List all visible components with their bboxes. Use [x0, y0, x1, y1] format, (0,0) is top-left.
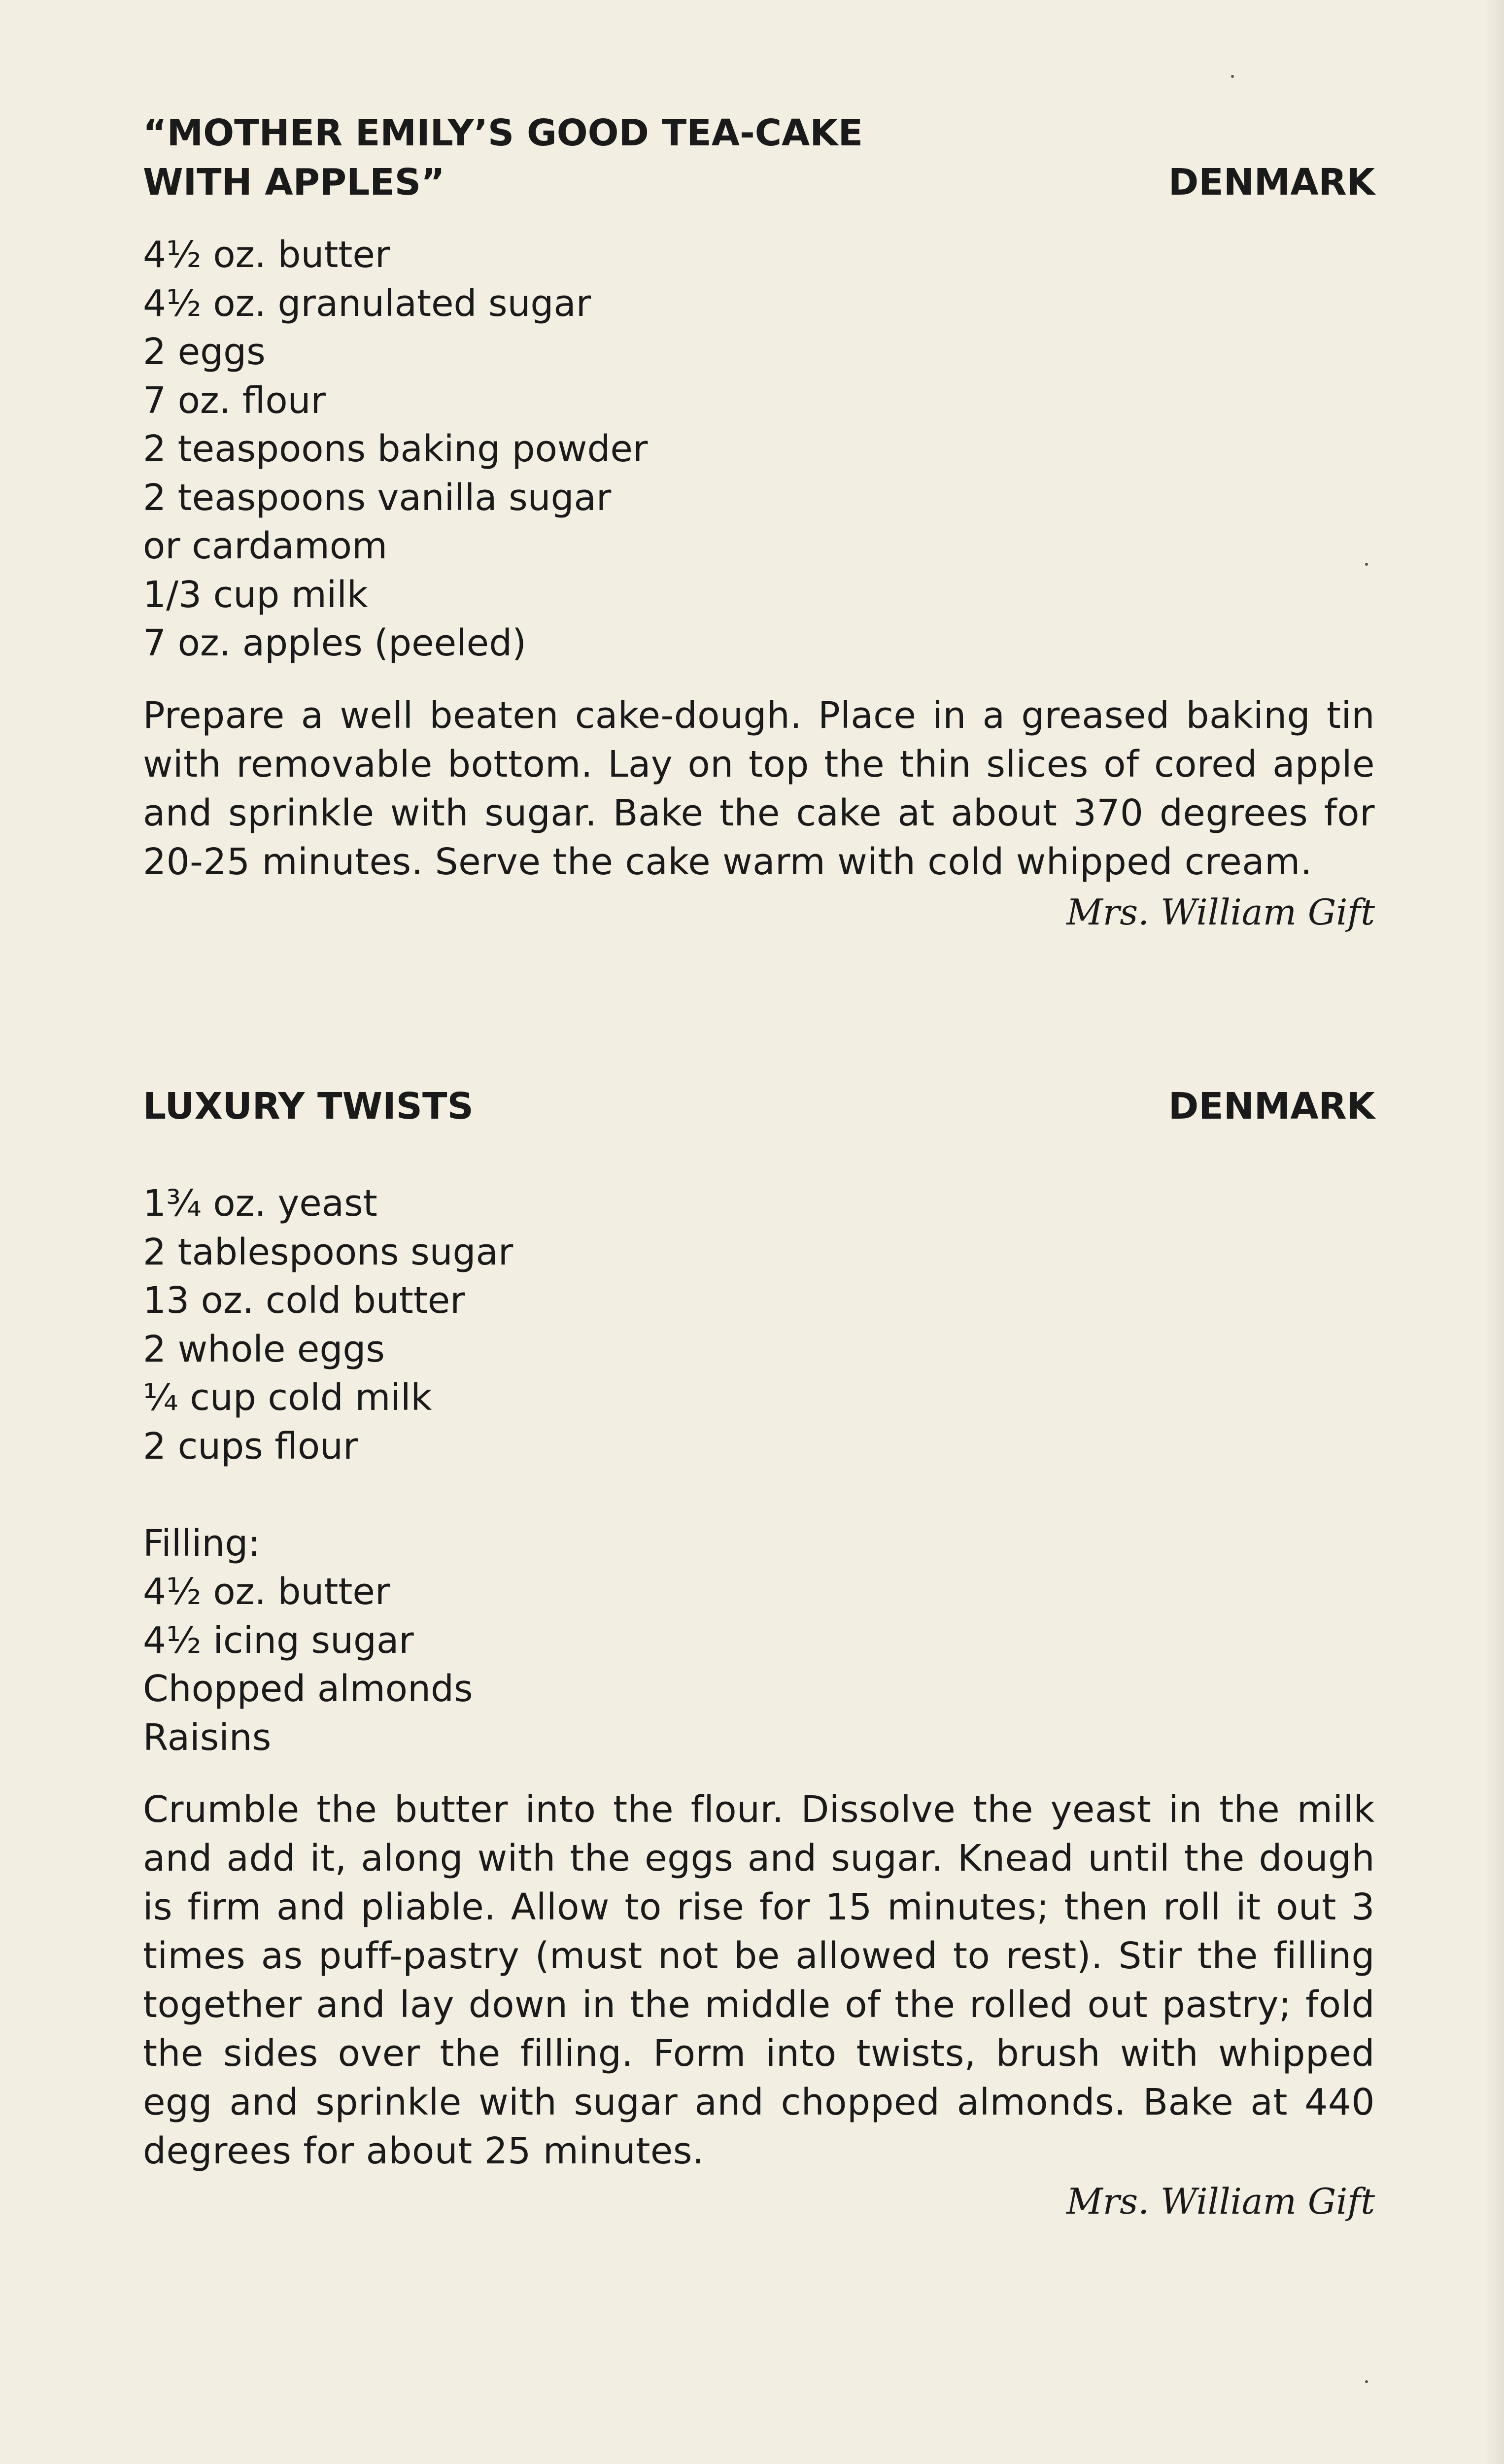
ingredient-item: 4½ oz. butter — [143, 234, 390, 276]
spacer — [143, 1471, 1375, 1519]
ingredient-item: 2 eggs — [143, 331, 266, 373]
ingredient-list — [143, 1179, 1375, 1762]
ingredient-item: 2 teaspoons vanilla sugar — [143, 476, 612, 519]
ingredient-item: or cardamom — [143, 525, 388, 567]
print-speck — [1231, 75, 1234, 78]
filling-item: Chopped almonds — [143, 1668, 473, 1710]
ingredient-item: 2 tablespoons sugar — [143, 1231, 513, 1273]
ingredient-item: ¼ cup cold milk — [143, 1376, 432, 1419]
ingredient-item: 7 oz. apples (peeled) — [143, 622, 527, 664]
recipe-mother-emilys-tea-cake — [143, 108, 1375, 937]
recipe-title-line1: “MOTHER EMILY’S GOOD TEA-CAKE — [143, 112, 863, 154]
ingredient-item: 2 whole eggs — [143, 1328, 385, 1370]
ingredient-item: 4½ oz. granulated sugar — [143, 282, 591, 325]
recipe-country: DENMARK — [1168, 1085, 1375, 1128]
recipe-author: Mrs. William Gift — [1066, 2181, 1375, 2222]
recipe-title — [143, 108, 1375, 207]
ingredient-item: 2 cups flour — [143, 1425, 358, 1468]
filling-item: Raisins — [143, 1716, 272, 1759]
recipe-luxury-twists — [143, 1082, 1375, 2226]
filling-item: 4½ icing sugar — [143, 1619, 414, 1662]
print-speck — [1365, 2380, 1368, 2383]
recipe-title-line2: WITH APPLES” — [143, 161, 445, 204]
ingredient-item: 2 teaspoons baking powder — [143, 428, 648, 470]
ingredient-item: 1¾ oz. yeast — [143, 1182, 377, 1225]
ingredient-item: 1/3 cup milk — [143, 573, 368, 616]
recipe-author: Mrs. William Gift — [1066, 891, 1375, 933]
recipe-country: DENMARK — [1168, 161, 1375, 204]
filling-heading: Filling: — [143, 1522, 261, 1565]
recipe-title — [143, 1082, 1375, 1131]
recipe-title-text: LUXURY TWISTS — [143, 1085, 474, 1128]
recipe-instructions: Crumble the butter into the flour. Dissolve the yeast in the milk and add it, along with the eggs and sugar. Knead until the dough is firm and pliable. Allow to rise for 15 minutes; then roll it out 3 times as puff-pastry (must not be allowed to rest). Stir the filling together and lay down in the middle of the rolled out pastry; fold the sides over the filling. Form into twists, brush with whipped egg and sprinkle with sugar and chopped almonds. Bake at 440 degrees for about 25 minutes. — [143, 1788, 1375, 2172]
page-edge-shade — [1484, 0, 1504, 2464]
print-speck — [1365, 563, 1368, 566]
ingredient-item: 13 oz. cold butter — [143, 1279, 465, 1322]
ingredient-item: 7 oz. flour — [143, 379, 326, 422]
filling-item: 4½ oz. butter — [143, 1571, 390, 1613]
recipe-instructions: Prepare a well beaten cake-dough. Place in a greased baking tin with removable bottom. Lay on top the thin slices of cored apple and sprinkle with sugar. Bake the cake at about 370 degrees for 20-25 minutes. Serve the cake warm with cold whipped cream. — [143, 694, 1375, 883]
ingredient-list — [143, 231, 1375, 668]
